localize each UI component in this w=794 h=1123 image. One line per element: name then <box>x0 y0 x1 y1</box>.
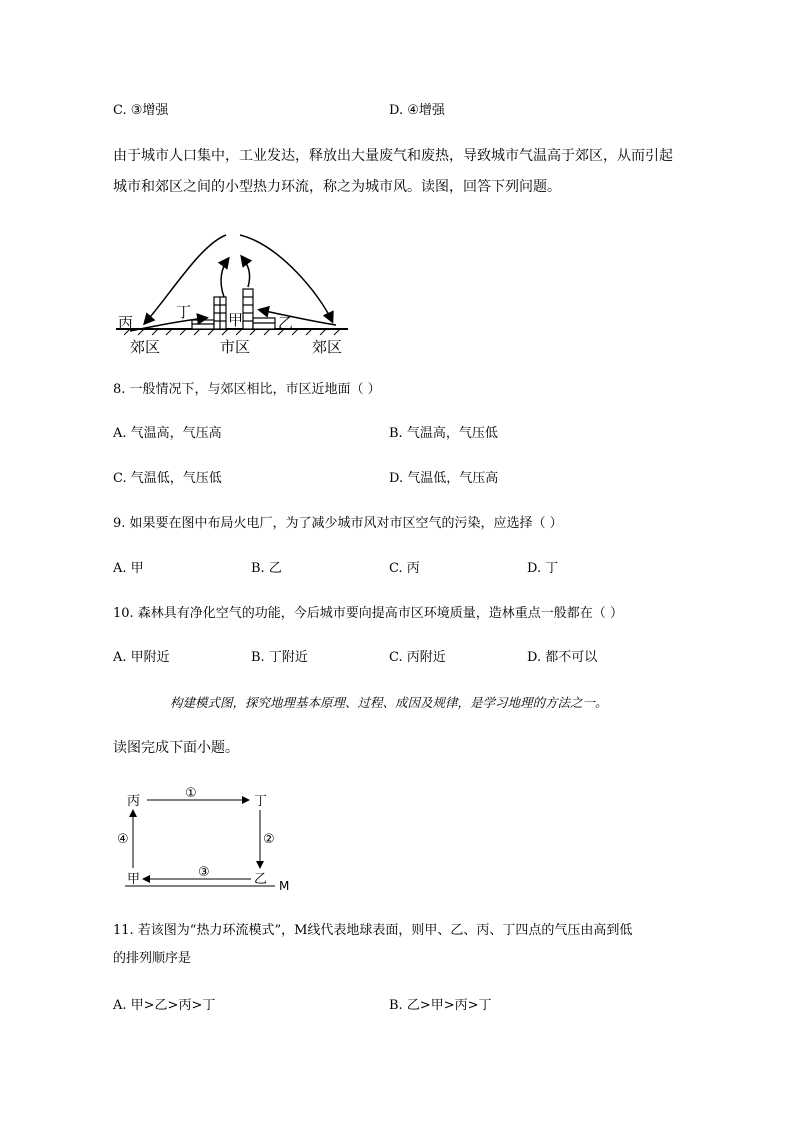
q9-option-c: C. 丙 <box>389 561 420 576</box>
city-wind-diagram <box>110 225 360 360</box>
city-wind-intro-line2: 城市和郊区之间的小型热力环流，称之为城市风。读图，回答下列问题。 <box>113 179 561 195</box>
q10-option-c: C. 丙附近 <box>389 650 446 665</box>
q11-option-a: A. 甲>乙>丙>丁 <box>113 998 216 1013</box>
fig2-arrow-4-label: ④ <box>117 832 129 847</box>
q10-option-b: B. 丁附近 <box>251 650 308 665</box>
q8-option-b: B. 气温高，气压低 <box>389 426 498 441</box>
circulation-model-diagram <box>115 782 300 892</box>
q10-stem: 10. 森林具有净化空气的功能，今后城市要向提高市区环境质量，造林重点一般都在（ ） <box>113 606 623 621</box>
fig1-label-city: 市区 <box>220 338 251 356</box>
fig1-label-jia: 甲 <box>228 311 244 329</box>
upper-flow-right-arrow <box>240 235 332 321</box>
q8-stem: 8. 一般情况下，与郊区相比，市区近地面（ ） <box>113 382 381 397</box>
q9-stem: 9. 如果要在图中布局火电厂，为了减少城市风对市区空气的污染，应选择（ ） <box>113 516 563 531</box>
fig2-node-jia: 甲 <box>127 872 141 887</box>
fig1-label-suburb-left: 郊区 <box>130 338 161 356</box>
q9-option-a: A. 甲 <box>113 561 144 576</box>
fig2-arrow-1-label: ① <box>185 786 197 801</box>
fig1-label-bing: 丙 <box>118 314 134 332</box>
q7-option-d: D. ④增强 <box>389 103 445 118</box>
q9-option-d: D. 丁 <box>527 561 559 576</box>
q9-option-b: B. 乙 <box>251 561 282 576</box>
q10-option-a: A. 甲附近 <box>113 650 170 665</box>
q11-option-b: B. 乙>甲>丙>丁 <box>389 998 492 1013</box>
model-intro-italic: 构建模式图，探究地理基本原理、过程、成因及规律，是学习地理的方法之一。 <box>170 695 608 710</box>
city-wind-intro-line1: 由于城市人口集中，工业发达，释放出大量废气和废热，导致城市气温高于郊区，从而引起 <box>113 148 673 164</box>
fig1-label-ding: 丁 <box>176 303 192 321</box>
fig1-label-yi: 乙 <box>278 314 294 332</box>
fig2-arrow-3-label: ③ <box>198 865 210 880</box>
fig2-line-label-m: M <box>279 879 290 892</box>
q8-option-a: A. 气温高，气压高 <box>113 426 222 441</box>
q7-option-c: C. ③增强 <box>113 103 169 118</box>
fig1-label-suburb-right: 郊区 <box>312 338 343 356</box>
q8-option-c: C. 气温低，气压低 <box>113 471 222 486</box>
q11-stem-line2: 的排列顺序是 <box>113 951 192 966</box>
rising-air-right-arrow <box>242 257 250 287</box>
fig2-arrow-2-label: ② <box>263 832 275 847</box>
fig2-node-ding: 丁 <box>254 794 268 809</box>
q11-stem-line1: 11. 若该图为“热力环流模式”，M线代表地球表面，则甲、乙、丙、丁四点的气压由高到低 <box>113 923 633 938</box>
q8-option-d: D. 气温低，气压高 <box>389 471 499 486</box>
fig2-node-yi: 乙 <box>254 872 268 887</box>
rising-air-left-arrow <box>221 259 228 297</box>
q10-option-d: D. 都不可以 <box>527 650 598 665</box>
fig2-node-bing: 丙 <box>127 794 141 809</box>
model-read-line: 读图完成下面小题。 <box>113 740 239 756</box>
